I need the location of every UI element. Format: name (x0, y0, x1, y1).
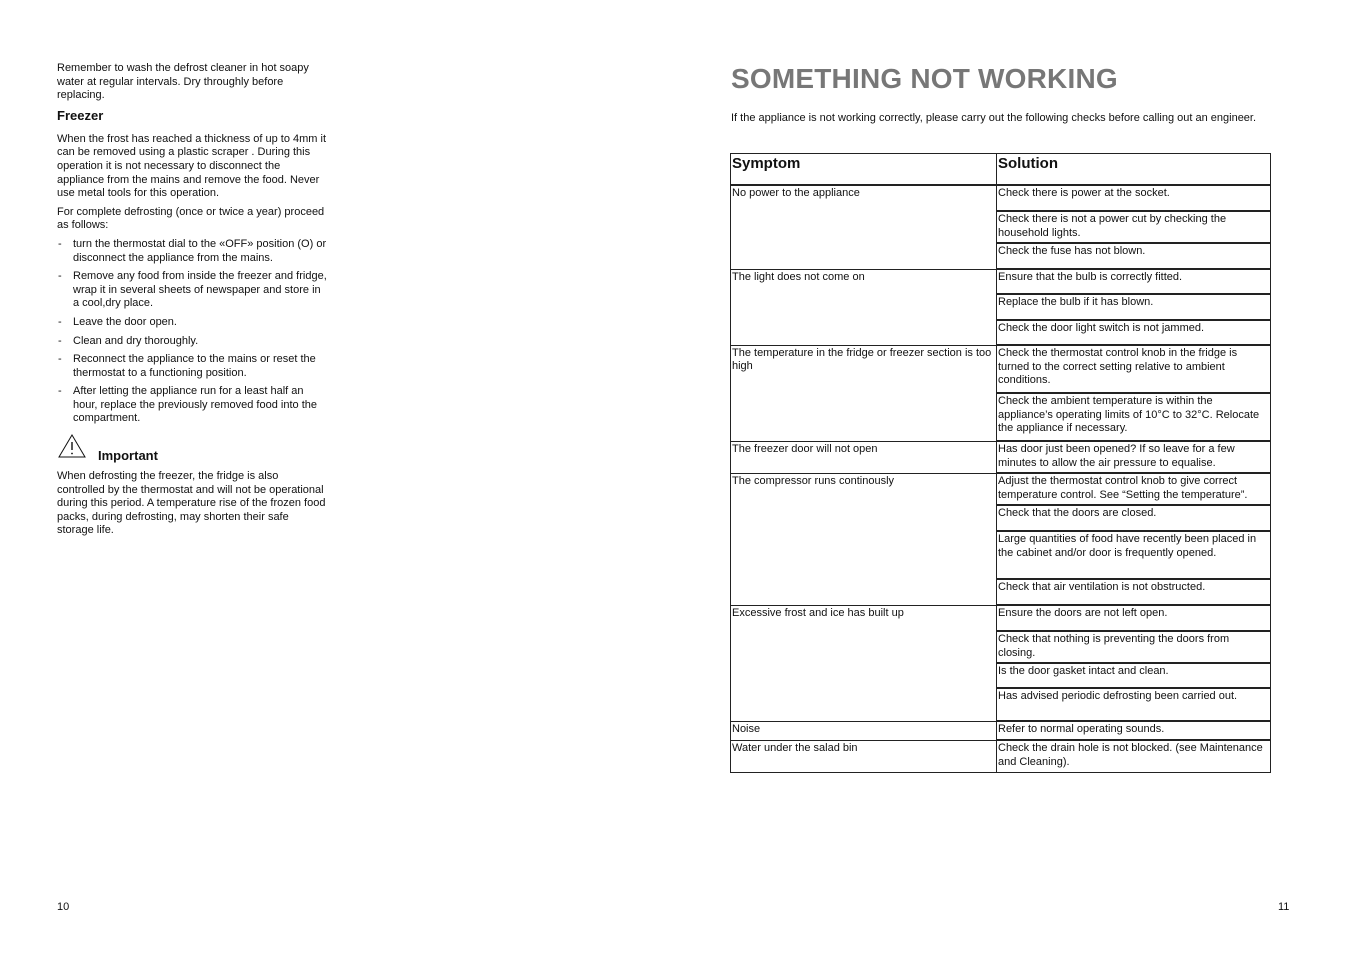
table-row (731, 473, 1271, 505)
page-title: SOMETHING NOT WORKING (731, 63, 1118, 94)
freezer-paragraph-1: When the frost has reached a thickness of up to 4mm it can be removed using a plastic scraper . During this operation it is not necessary to disconnect the appliance from the mains and remove the food. Never use metal tools for this operation. (57, 132, 327, 200)
table-row (731, 441, 1271, 473)
symptom-cell: Water under the salad bin (731, 740, 997, 772)
table-row (731, 345, 1271, 393)
list-item: - After letting the appliance run for a least half an hour, replace the previously removed food into the compartment. (58, 385, 317, 425)
step-text: Remove any food from inside the freezer and fridge, wrap it in several sheets of newspaper and store in a cool,dry place. (73, 270, 327, 310)
symptom-cell: The freezer door will not open (731, 441, 997, 473)
solution-cell: Refer to normal operating sounds. (997, 721, 1271, 740)
table-row (731, 605, 1271, 631)
freezer-paragraph-2: For complete defrosting (once or twice a year) proceed as follows: (57, 205, 325, 232)
symptom-cell: No power to the appliance (731, 185, 997, 269)
list-item: - Remove any food from inside the freezer and fridge, wrap it in several sheets of newspaper and store in a cool,dry place. (58, 270, 327, 310)
solution-cell: Adjust the thermostat control knob to give correct temperature control. See “Setting the temperature”. (997, 473, 1271, 505)
solution-cell: Ensure that the bulb is correctly fitted. (997, 269, 1271, 294)
table-row (731, 185, 1271, 211)
solution-cell: Is the door gasket intact and clean. (997, 663, 1271, 688)
solution-cell: Check the ambient temperature is within the appliance’s operating limits of 10°C to 32°C. Relocate the appliance if necessary. (997, 393, 1271, 441)
important-text: When defrosting the freezer, the fridge is also controlled by the thermostat and will not be operational during this period. A temperature rise of the frozen food packs, during defrosting, may shorten their safe storage life. (57, 470, 326, 537)
solution-cell: Large quantities of food have recently been placed in the cabinet and/or door is frequently opened. (997, 531, 1271, 579)
important-callout (57, 434, 327, 470)
solution-cell: Check there is power at the socket. (997, 185, 1271, 211)
step-text: Reconnect the appliance to the mains or reset the thermostat to a functioning position. (73, 353, 316, 379)
list-item: - turn the thermostat dial to the «OFF» position (O) or disconnect the appliance from the mains. (58, 237, 327, 264)
solution-cell: Check the fuse has not blown. (997, 243, 1271, 269)
solution-column-header: Solution (997, 154, 1271, 186)
table-row (731, 740, 1271, 772)
defrost-steps-list (57, 238, 327, 426)
solution-cell: Replace the bulb if it has blown. (997, 294, 1271, 320)
troubleshooting-intro: If the appliance is not working correctly, please carry out the following checks before calling out an engineer. (731, 112, 1257, 124)
table-row (731, 721, 1271, 740)
page-number-right: 11 (1278, 901, 1290, 913)
step-text: turn the thermostat dial to the «OFF» position (O) or disconnect the appliance from the mains. (73, 237, 327, 264)
symptom-cell: The compressor runs continously (731, 473, 997, 605)
right-page-column (731, 62, 1276, 126)
symptom-cell: Noise (731, 721, 997, 740)
symptom-cell: Excessive frost and ice has built up (731, 605, 997, 721)
important-label: Important (98, 448, 158, 464)
solution-cell: Check there is not a power cut by checking the household lights. (997, 211, 1271, 243)
solution-cell: Has advised periodic defrosting been carried out. (997, 688, 1271, 721)
symptom-cell: The temperature in the fridge or freezer section is too high (731, 345, 997, 441)
list-item: - Clean and dry thoroughly. (58, 334, 199, 347)
defrost-cleaner-note: Remember to wash the defrost cleaner in hot soapy water at regular intervals. Dry throughly before replacing. (57, 62, 309, 102)
troubleshooting-table (730, 153, 1271, 773)
step-text: Leave the door open. (73, 315, 177, 328)
solution-cell: Ensure the doors are not left open. (997, 605, 1271, 631)
list-item: - Reconnect the appliance to the mains or reset the thermostat to a functioning position. (58, 353, 316, 379)
step-text: After letting the appliance run for a least half an hour, replace the previously removed food into the compartment. (73, 385, 317, 425)
solution-cell: Check the thermostat control knob in the fridge is turned to the correct setting relative to ambient conditions. (997, 345, 1271, 393)
table-row (731, 269, 1271, 294)
solution-cell: Check that air ventilation is not obstructed. (997, 579, 1271, 605)
warning-icon (58, 434, 86, 458)
table-header-row (731, 154, 1271, 186)
solution-cell: Has door just been opened? If so leave for a few minutes to allow the air pressure to equalise. (997, 441, 1271, 473)
left-page-column (57, 62, 327, 543)
page-number-left: 10 (57, 901, 70, 913)
solution-cell: Check the door light switch is not jammed. (997, 320, 1271, 345)
solution-cell: Check the drain hole is not blocked. (see Maintenance and Cleaning). (997, 740, 1271, 772)
solution-cell: Check that nothing is preventing the doors from closing. (997, 631, 1271, 663)
symptom-column-header: Symptom (731, 154, 997, 186)
solution-cell: Check that the doors are closed. (997, 505, 1271, 531)
list-item: - Leave the door open. (58, 315, 177, 328)
step-text: Clean and dry thoroughly. (73, 334, 199, 347)
freezer-heading: Freezer (57, 107, 104, 123)
symptom-cell: The light does not come on (731, 269, 997, 345)
